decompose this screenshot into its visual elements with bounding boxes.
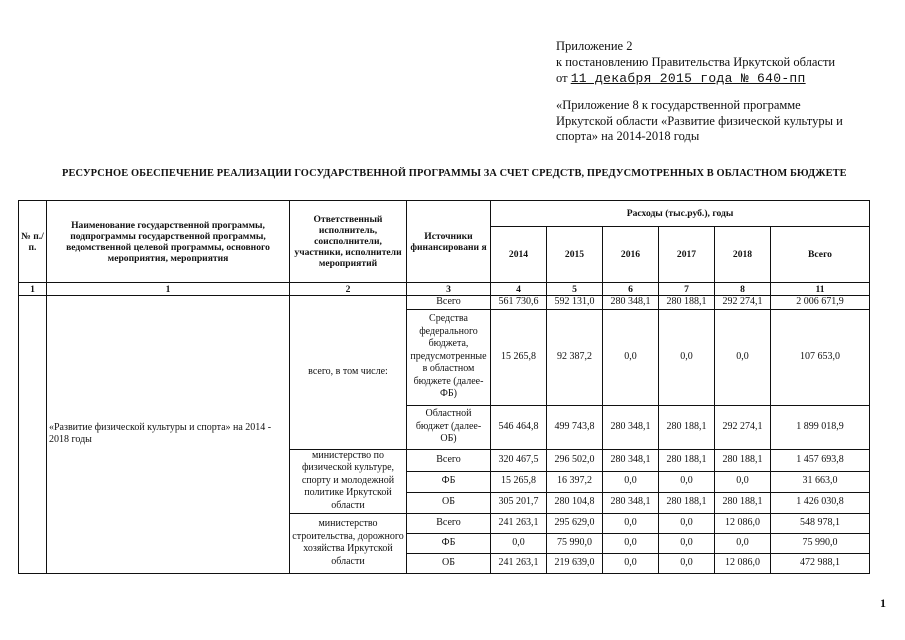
table-row [19,296,870,310]
value-cell: 0,0 [603,471,659,492]
value-cell: 12 086,0 [715,513,771,533]
row-number-cell [19,296,47,574]
executor-cell: министерство строительства, дорожного хозяйства Иркутской области [290,513,407,573]
header-num: № п./п. [19,201,47,283]
header-year: 2017 [659,227,715,283]
value-cell: 0,0 [659,471,715,492]
executor-cell: министерство по физической культуре, спорту и молодежной политике Иркутской области [290,449,407,513]
value-cell: 280 188,1 [659,492,715,513]
value-cell: 296 502,0 [547,449,603,471]
value-cell: 15 265,8 [491,309,547,405]
source-cell: Всего [407,513,491,533]
value-cell: 280 188,1 [715,492,771,513]
value-cell: 0,0 [659,553,715,573]
value-cell: 0,0 [715,471,771,492]
value-cell: 280 188,1 [659,296,715,310]
value-cell: 0,0 [603,553,659,573]
value-cell: 280 188,1 [659,405,715,449]
value-cell: 292 274,1 [715,405,771,449]
value-cell: 280 188,1 [659,449,715,471]
value-cell: 241 263,1 [491,553,547,573]
source-cell: ОБ [407,492,491,513]
value-cell: 280 348,1 [603,405,659,449]
appendix-quote-line-3: спорта» на 2014-2018 годы [556,129,700,143]
value-cell: 0,0 [603,513,659,533]
value-cell: 16 397,2 [547,471,603,492]
value-cell: 0,0 [491,533,547,553]
value-cell: 31 663,0 [771,471,870,492]
value-cell: 280 104,8 [547,492,603,513]
value-cell: 0,0 [659,533,715,553]
program-name-cell: «Развитие физической культуры и спорта» на 2014 - 2018 годы [47,296,290,574]
value-cell: 292 274,1 [715,296,771,310]
value-cell: 305 201,7 [491,492,547,513]
value-cell: 546 464,8 [491,405,547,449]
col-number: 5 [547,283,603,296]
document-title: РЕСУРСНОЕ ОБЕСПЕЧЕНИЕ РЕАЛИЗАЦИИ ГОСУДАРСТВЕННОЙ ПРОГРАММЫ ЗА СЧЕТ СРЕДСТВ, ПРЕДУСМОТРЕННЫХ В ОБЛАСТНОМ БЮДЖЕТЕ [62,168,847,179]
source-cell: Областной бюджет (далее-ОБ) [407,405,491,449]
source-cell: ФБ [407,471,491,492]
value-cell: 2 006 671,9 [771,296,870,310]
executor-cell: всего, в том числе: [290,296,407,450]
appendix-quote-line-2: Иркутской области «Развитие физической культуры и [556,113,843,128]
value-cell: 15 265,8 [491,471,547,492]
value-cell: 548 978,1 [771,513,870,533]
value-cell: 0,0 [715,533,771,553]
source-cell: ОБ [407,553,491,573]
value-cell: 280 348,1 [603,492,659,513]
col-number: 11 [771,283,870,296]
col-number: 1 [19,283,47,296]
header-total: Всего [771,227,870,283]
header-source: Источники финансировани я [407,201,491,283]
header-year: 2018 [715,227,771,283]
value-cell: 12 086,0 [715,553,771,573]
col-number: 8 [715,283,771,296]
col-number: 7 [659,283,715,296]
resource-table [18,200,870,574]
value-cell: 241 263,1 [491,513,547,533]
col-number: 6 [603,283,659,296]
value-cell: 107 653,0 [771,309,870,405]
value-cell: 75 990,0 [547,533,603,553]
appendix-line-3 [556,70,835,87]
appendix-quote-block [556,98,876,145]
source-cell: Всего [407,449,491,471]
value-cell: 0,0 [603,533,659,553]
appendix-quote-line-1: «Приложение 8 к государственной программе [556,98,801,112]
header-year: 2014 [491,227,547,283]
header-executor: Ответственный исполнитель, соисполнители, участники, исполнители мероприятий [290,201,407,283]
value-cell: 592 131,0 [547,296,603,310]
value-cell: 295 629,0 [547,513,603,533]
value-cell: 0,0 [659,309,715,405]
value-cell: 1 899 018,9 [771,405,870,449]
value-cell: 499 743,8 [547,405,603,449]
value-cell: 561 730,6 [491,296,547,310]
value-cell: 219 639,0 [547,553,603,573]
source-cell: Средства федерального бюджета, предусмотренные в областном бюджете (далее-ФБ) [407,309,491,405]
value-cell: 75 990,0 [771,533,870,553]
appendix-line-1: Приложение 2 [556,39,633,53]
appendix-date-prefix: от [556,71,568,85]
value-cell: 0,0 [603,309,659,405]
page-number: 1 [880,596,886,610]
value-cell: 0,0 [715,309,771,405]
col-number: 3 [407,283,491,296]
appendix-date-value: 11 декабря 2015 года № 640-пп [570,71,806,86]
col-number: 4 [491,283,547,296]
value-cell: 280 348,1 [603,449,659,471]
source-cell: Всего [407,296,491,310]
appendix-block [556,38,835,87]
value-cell: 280 348,1 [603,296,659,310]
value-cell: 472 988,1 [771,553,870,573]
value-cell: 0,0 [659,513,715,533]
appendix-line-2: к постановлению Правительства Иркутской области [556,55,836,69]
header-year: 2015 [547,227,603,283]
value-cell: 1 457 693,8 [771,449,870,471]
header-name: Наименование государственной программы, подпрограммы государственной программы, ведомственной целевой программы, основного мероприятия, мероприятия [47,201,290,283]
col-number: 1 [47,283,290,296]
value-cell: 92 387,2 [547,309,603,405]
source-cell: ФБ [407,533,491,553]
value-cell: 280 188,1 [715,449,771,471]
header-expenses: Расходы (тыс.руб.), годы [491,201,870,227]
value-cell: 1 426 030,8 [771,492,870,513]
header-year: 2016 [603,227,659,283]
col-number: 2 [290,283,407,296]
value-cell: 320 467,5 [491,449,547,471]
